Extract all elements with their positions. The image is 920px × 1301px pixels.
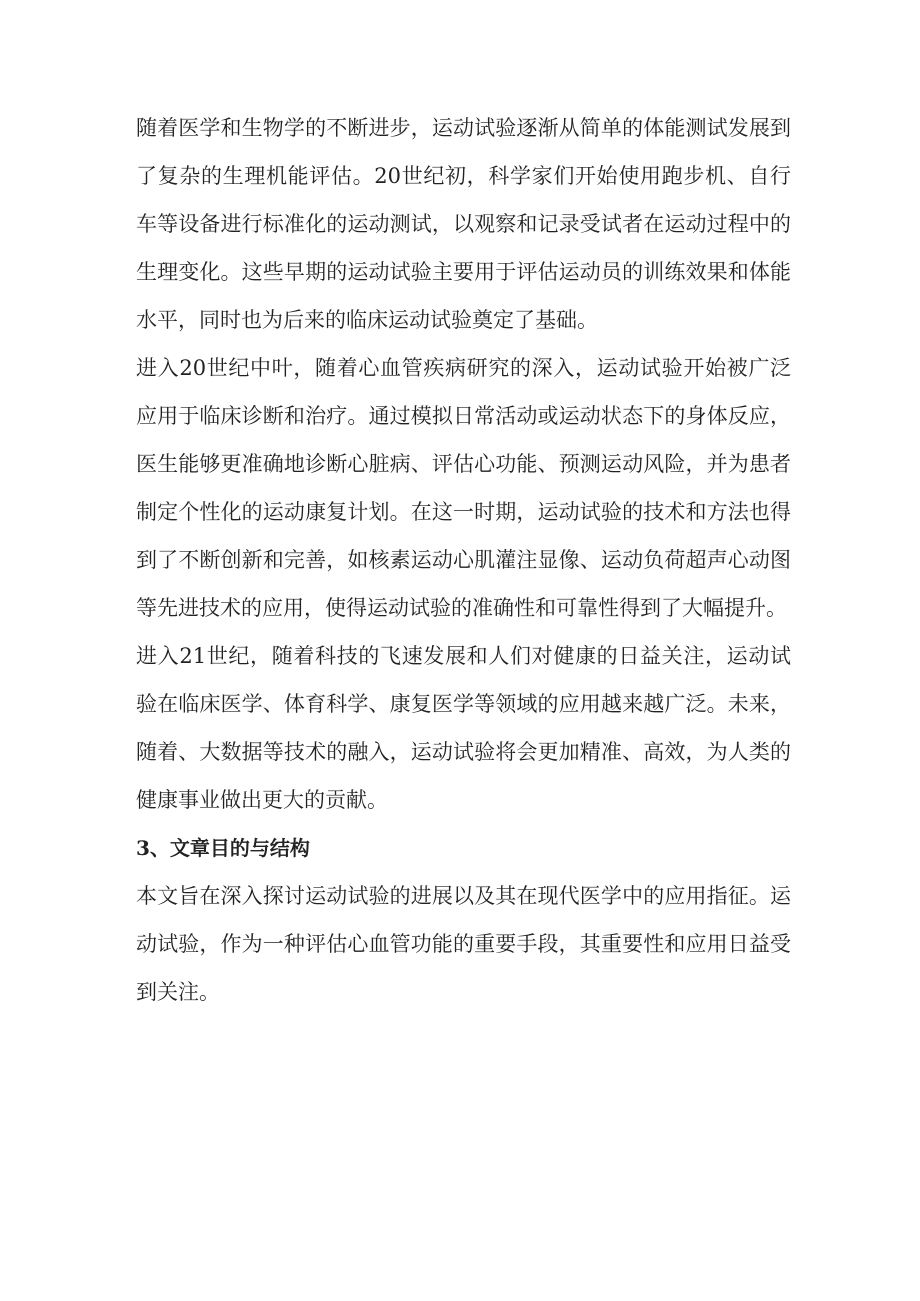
section-heading: 3、文章目的与结构	[136, 836, 310, 860]
paragraph-history-early: 随着医学和生物学的不断进步，运动试验逐渐从简单的体能测试发展到了复杂的生理机能评估。20世纪初，科学家们开始使用跑步机、自行车等设备进行标准化的运动测试，以观察和记录受试者在运动过程中的生理变化。这些早期的运动试验主要用于评估运动员的训练效果和体能水平，同时也为后来的临床运动试验奠定了基础。	[136, 116, 791, 332]
paragraph-history-mid-century: 进入20世纪中叶，随着心血管疾病研究的深入，运动试验开始被广泛应用于临床诊断和治疗。通过模拟日常活动或运动状态下的身体反应，医生能够更准确地诊断心脏病、评估心功能、预测运动风险，并为患者制定个性化的运动康复计划。在这一时期，运动试验的技术和方法也得到了不断创新和完善，如核素运动心肌灌注显像、运动负荷超声心动图等先进技术的应用，使得运动试验的准确性和可靠性得到了大幅提升。	[136, 356, 791, 620]
document-body	[136, 104, 791, 1016]
paragraph-history-21st-century: 进入21世纪，随着科技的飞速发展和人们对健康的日益关注，运动试验在临床医学、体育科学、康复医学等领域的应用越来越广泛。未来，随着、大数据等技术的融入，运动试验将会更加精准、高效，为人类的健康事业做出更大的贡献。	[136, 644, 791, 812]
paragraph-purpose: 本文旨在深入探讨运动试验的进展以及其在现代医学中的应用指征。运动试验，作为一种评估心血管功能的重要手段，其重要性和应用日益受到关注。	[136, 884, 791, 1004]
